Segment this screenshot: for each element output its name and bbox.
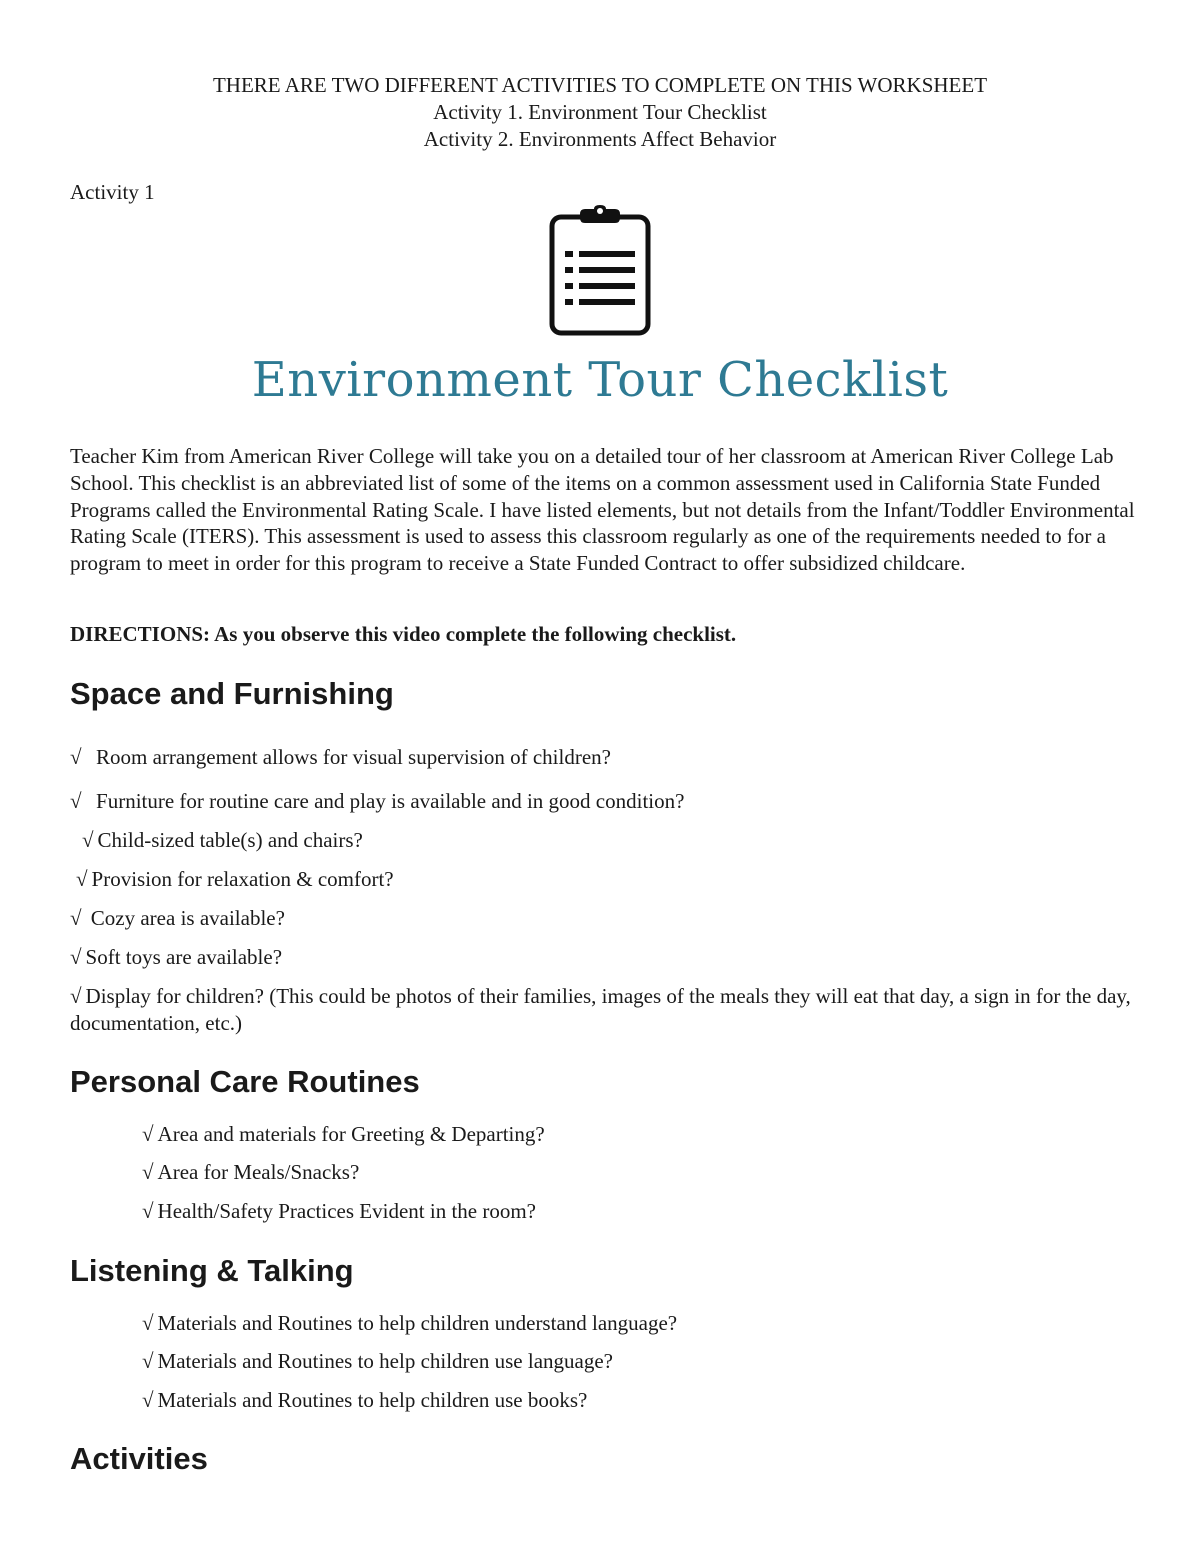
worksheet-header (0, 72, 1200, 153)
check-mark-icon: √ (70, 984, 82, 1008)
checklist-item (142, 1310, 677, 1337)
check-mark-icon: √ (70, 789, 82, 813)
header-line-2: Activity 1. Environment Tour Checklist (433, 100, 767, 124)
header-line-1: THERE ARE TWO DIFFERENT ACTIVITIES TO COMPLETE ON THIS WORKSHEET (212, 73, 988, 97)
header-line-3: Activity 2. Environments Affect Behavior (423, 127, 777, 151)
checklist-item-text: Area for Meals/Snacks? (157, 1160, 360, 1184)
check-mark-icon: √ (142, 1199, 154, 1223)
checklist-item (70, 788, 684, 815)
check-mark-icon: √ (142, 1388, 154, 1412)
checklist-item (70, 905, 285, 932)
section-heading-activities: Activities (70, 1441, 208, 1476)
check-mark-icon: √ (142, 1349, 154, 1373)
checklist-item-text: Health/Safety Practices Evident in the room? (157, 1199, 536, 1223)
checklist-item (76, 866, 394, 893)
clipboard-checklist-icon (547, 205, 653, 339)
activity-label: Activity 1 (70, 180, 155, 204)
checklist-item-text: Display for children? (This could be photos of their families, images of the meals they will eat that day, a sign in for the day, documentation, etc.) (70, 984, 1131, 1035)
section-heading-personal-care-routines: Personal Care Routines (70, 1064, 420, 1099)
check-mark-icon: √ (82, 828, 94, 852)
check-mark-icon: √ (70, 906, 82, 930)
check-mark-icon: √ (142, 1311, 154, 1335)
check-mark-icon: √ (76, 867, 88, 891)
checklist-item-text: Soft toys are available? (85, 945, 283, 969)
checklist-item (70, 944, 282, 971)
section-heading-space-and-furnishing: Space and Furnishing (70, 676, 394, 711)
checklist-item (142, 1387, 587, 1414)
section-heading-listening-and-talking: Listening & Talking (70, 1253, 354, 1288)
checklist-item-text: Cozy area is available? (90, 906, 285, 930)
checklist-item (142, 1348, 613, 1375)
checklist-item (82, 827, 363, 854)
intro-paragraph: Teacher Kim from American River College will take you on a detailed tour of her classroom at American River College Lab School. This checklist is an abbreviated list of some of the items on a common assessment used in California State Funded Programs called the Environmental Rating Scale. I have listed elements, but not details from the Infant/Toddler Environmental Rating Scale (ITERS). This assessment is used to assess this classroom regularly as one of the requirements needed to for a program to meet in order for this program to receive a State Funded Contract to offer subsidized childcare. (70, 444, 1135, 576)
page-title: Environment Tour Checklist (251, 352, 949, 408)
checklist-item-text: Furniture for routine care and play is available and in good condition? (96, 789, 685, 813)
directions-text: DIRECTIONS: As you observe this video complete the following checklist. (70, 622, 737, 646)
check-mark-icon: √ (70, 745, 82, 769)
check-mark-icon: √ (142, 1160, 154, 1184)
checklist-item-text: Materials and Routines to help children use books? (157, 1388, 588, 1412)
checklist-item-text: Room arrangement allows for visual supervision of children? (96, 745, 611, 769)
checklist-item (142, 1198, 536, 1225)
checklist-item-text: Materials and Routines to help children use language? (157, 1349, 613, 1373)
checklist-item-text: Child-sized table(s) and chairs? (97, 828, 363, 852)
check-mark-icon: √ (142, 1122, 154, 1146)
checklist-item (70, 744, 611, 771)
checklist-item (142, 1121, 545, 1148)
checklist-item (70, 983, 1140, 1037)
check-mark-icon: √ (70, 945, 82, 969)
checklist-item-text: Provision for relaxation & comfort? (91, 867, 394, 891)
checklist-item-text: Materials and Routines to help children understand language? (157, 1311, 678, 1335)
checklist-item-text: Area and materials for Greeting & Departing? (157, 1122, 545, 1146)
checklist-item (142, 1159, 359, 1186)
